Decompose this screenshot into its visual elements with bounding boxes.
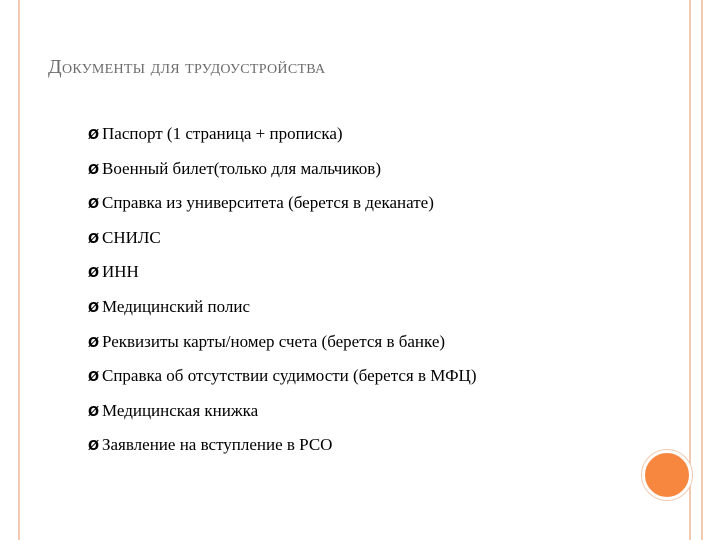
list-item xyxy=(88,328,477,363)
arrow-bullet-icon: Ø xyxy=(88,197,100,213)
list-item xyxy=(88,362,477,397)
list-item-text: Заявление на вступление в РСО xyxy=(102,435,333,455)
list-item xyxy=(88,258,477,293)
arrow-bullet-icon: Ø xyxy=(88,404,100,420)
arrow-bullet-icon: Ø xyxy=(88,162,100,178)
arrow-bullet-icon: Ø xyxy=(88,370,100,386)
slide-title: Документы для трудоустройства xyxy=(48,56,326,78)
list-item-text: Справка об отсутствии судимости (берется в МФЦ) xyxy=(102,366,477,386)
list-item-text: Реквизиты карты/номер счета (берется в банке) xyxy=(102,331,446,351)
list-item-text: ИНН xyxy=(102,262,139,282)
list-item-text: Паспорт (1 страница + прописка) xyxy=(102,124,343,143)
list-item xyxy=(88,397,477,432)
right-frame-bar xyxy=(689,0,703,540)
arrow-bullet-icon: Ø xyxy=(88,439,100,455)
list-item xyxy=(88,224,477,259)
arrow-bullet-icon: Ø xyxy=(88,335,100,351)
list-item xyxy=(88,431,477,466)
list-item-text: Справка из университета (берется в деканате) xyxy=(102,193,434,213)
list-item xyxy=(88,189,477,224)
list-item-text: Военный билет(только для мальчиков) xyxy=(102,158,381,178)
document-list xyxy=(88,120,477,466)
list-item-text: Медицинский полис xyxy=(102,296,251,316)
list-item xyxy=(88,120,477,155)
list-item xyxy=(88,293,477,328)
arrow-bullet-icon: Ø xyxy=(88,266,100,282)
list-item-text: Медицинская книжка xyxy=(102,400,259,420)
list-item xyxy=(88,155,477,190)
arrow-bullet-icon: Ø xyxy=(88,128,100,143)
left-frame-line xyxy=(18,0,20,540)
arrow-bullet-icon: Ø xyxy=(88,231,100,247)
list-item-text: СНИЛС xyxy=(102,227,161,247)
orange-circle-decoration xyxy=(642,450,692,500)
arrow-bullet-icon: Ø xyxy=(88,300,100,316)
